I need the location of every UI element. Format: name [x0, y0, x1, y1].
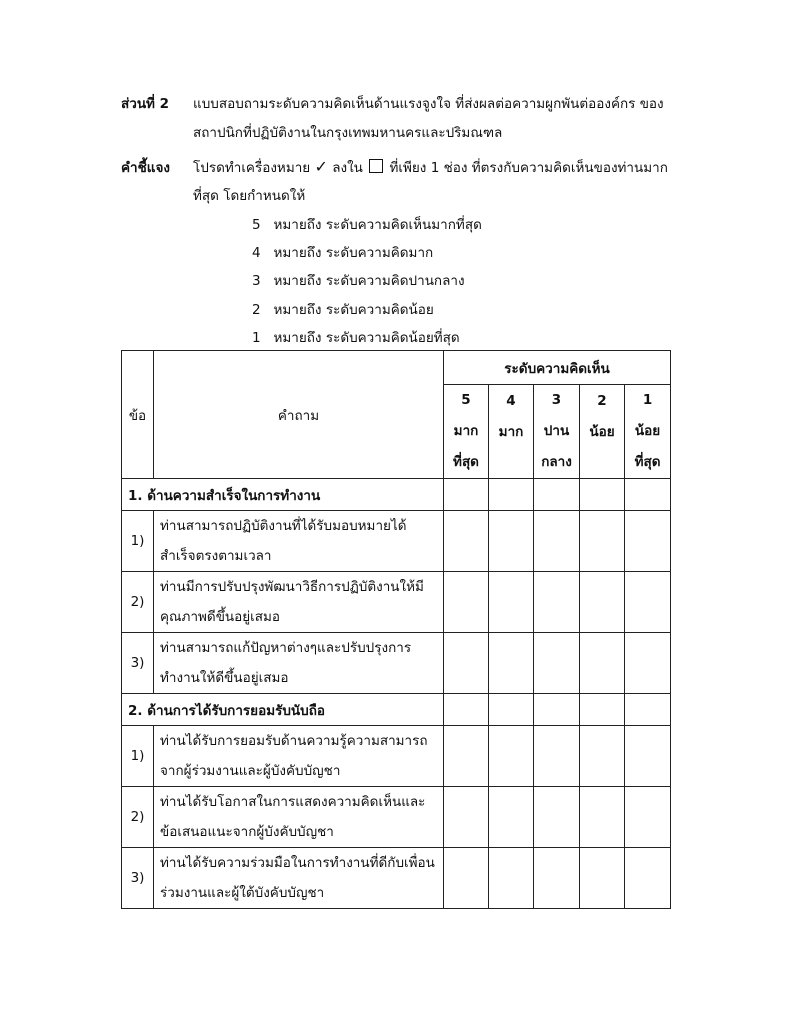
scale-header-2	[580, 385, 625, 479]
scale-label-line2: ที่สุด	[453, 454, 479, 470]
rating-cell-5[interactable]	[444, 726, 489, 787]
rating-cell-1[interactable]	[625, 572, 671, 633]
rating-cell-5[interactable]	[444, 572, 489, 633]
rating-cell-3[interactable]	[534, 572, 580, 633]
header-question: คำถาม	[154, 351, 444, 479]
rating-cell-3[interactable]	[534, 848, 580, 909]
scale-header-4	[489, 385, 534, 479]
scale-number: 3	[551, 392, 562, 408]
legend-text: หมายถึง ระดับความคิดมาก	[273, 245, 434, 261]
question-line1: ท่านสามารถแก้ปัญหาต่างๆและปรับปรุงการ	[160, 640, 412, 656]
question-line2: ร่วมงานและผู้ใต้บังคับบัญชา	[160, 885, 325, 901]
section-row	[122, 479, 671, 511]
question-text	[154, 633, 444, 694]
section-row	[122, 694, 671, 726]
rating-cell-1[interactable]	[625, 633, 671, 694]
checkbox-square-icon	[369, 159, 383, 173]
scale-header-3	[534, 385, 580, 479]
instruction-text-a: โปรดทำเครื่องหมาย	[193, 160, 311, 176]
rating-cell-2[interactable]	[580, 726, 625, 787]
question-number: 2)	[122, 572, 154, 633]
legend-item	[252, 326, 460, 348]
rating-cell-5[interactable]	[444, 694, 489, 726]
scale-header-1	[625, 385, 671, 479]
rating-cell-3[interactable]	[534, 479, 580, 511]
rating-cell-4[interactable]	[489, 787, 534, 848]
question-row	[122, 633, 671, 694]
part-description-line2: สถาปนิกที่ปฏิบัติงานในกรุงเทพมหานครและปริมณฑล	[193, 125, 503, 141]
legend-item	[252, 298, 434, 320]
rating-cell-5[interactable]	[444, 479, 489, 511]
question-line2: ทำงานให้ดีขึ้นอยู่เสมอ	[160, 670, 289, 686]
legend-text: หมายถึง ระดับความคิดปานกลาง	[273, 273, 465, 289]
question-text	[154, 511, 444, 572]
rating-cell-1[interactable]	[625, 848, 671, 909]
question-number: 3)	[122, 848, 154, 909]
section-title: 1. ด้านความสำเร็จในการทำงาน	[122, 479, 444, 511]
legend-item	[252, 269, 465, 291]
scale-number: 5	[461, 392, 471, 408]
rating-cell-3[interactable]	[534, 787, 580, 848]
rating-cell-1[interactable]	[625, 726, 671, 787]
legend-number: 1	[252, 330, 261, 346]
scale-number: 4	[506, 393, 516, 409]
legend-number: 2	[252, 302, 261, 318]
rating-cell-2[interactable]	[580, 787, 625, 848]
part-label: ส่วนที่ 2	[121, 96, 170, 112]
section-title: 2. ด้านการได้รับการยอมรับนับถือ	[122, 694, 444, 726]
question-row	[122, 787, 671, 848]
legend-text: หมายถึง ระดับความคิดน้อยที่สุด	[273, 330, 460, 346]
rating-cell-4[interactable]	[489, 633, 534, 694]
rating-cell-4[interactable]	[489, 572, 534, 633]
question-number: 1)	[122, 726, 154, 787]
question-line1: ท่านสามารถปฏิบัติงานที่ได้รับมอบหมายได้	[160, 518, 407, 534]
question-line2: จากผู้ร่วมงานและผู้บังคับบัญชา	[160, 763, 341, 779]
instruction-text-c: ที่เพียง 1 ช่อง ที่ตรงกับความคิดเห็นของท่านมาก	[389, 160, 668, 176]
scale-label-line2: ที่สุด	[634, 454, 661, 470]
legend-number: 4	[252, 245, 261, 261]
header-opinion-level: ระดับความคิดเห็น	[444, 351, 671, 385]
rating-cell-1[interactable]	[625, 511, 671, 572]
instruction-line2: ที่สุด โดยกำหนดให้	[193, 188, 306, 204]
rating-cell-3[interactable]	[534, 633, 580, 694]
legend-number: 5	[252, 217, 261, 233]
question-number: 3)	[122, 633, 154, 694]
legend-number: 3	[252, 273, 261, 289]
question-line1: ท่านมีการปรับปรุงพัฒนาวิธีการปฏิบัติงานให้มี	[160, 579, 424, 595]
rating-cell-1[interactable]	[625, 479, 671, 511]
question-text	[154, 787, 444, 848]
instruction-label: คำชี้แจง	[121, 160, 170, 176]
scale-label-line1: น้อย	[634, 423, 661, 439]
rating-cell-4[interactable]	[489, 726, 534, 787]
question-text	[154, 572, 444, 633]
scale-label-line2: กลาง	[541, 454, 572, 470]
header-item-no: ข้อ	[122, 351, 154, 479]
question-number: 1)	[122, 511, 154, 572]
rating-cell-3[interactable]	[534, 511, 580, 572]
scale-label-line1: ปาน	[543, 423, 570, 439]
part-description-line1: แบบสอบถามระดับความคิดเห็นด้านแรงจูงใจ ที่ส่งผลต่อความผูกพันต่อองค์กร ของ	[193, 96, 664, 112]
rating-cell-4[interactable]	[489, 511, 534, 572]
rating-cell-2[interactable]	[580, 848, 625, 909]
rating-cell-1[interactable]	[625, 787, 671, 848]
scale-label-line1: มาก	[498, 424, 524, 440]
question-row	[122, 511, 671, 572]
rating-cell-3[interactable]	[534, 726, 580, 787]
question-text	[154, 726, 444, 787]
rating-cell-2[interactable]	[580, 511, 625, 572]
question-row	[122, 848, 671, 909]
rating-cell-5[interactable]	[444, 633, 489, 694]
question-line1: ท่านได้รับโอกาสในการแสดงความคิดเห็นและ	[160, 794, 426, 810]
rating-cell-4[interactable]	[489, 479, 534, 511]
rating-cell-4[interactable]	[489, 848, 534, 909]
rating-cell-4[interactable]	[489, 694, 534, 726]
rating-cell-2[interactable]	[580, 694, 625, 726]
scale-label-line1: น้อย	[589, 424, 615, 440]
scale-number: 1	[642, 392, 653, 408]
rating-cell-5[interactable]	[444, 511, 489, 572]
scale-label-line1: มาก	[453, 423, 479, 439]
rating-cell-5[interactable]	[444, 848, 489, 909]
question-line1: ท่านได้รับความร่วมมือในการทำงานที่ดีกับเพื่อน	[160, 855, 435, 871]
legend-item	[252, 213, 482, 235]
question-line2: สำเร็จตรงตามเวลา	[160, 548, 272, 564]
scale-header-5	[444, 385, 489, 479]
question-line1: ท่านได้รับการยอมรับด้านความรู้ความสามารถ	[160, 733, 428, 749]
legend-item	[252, 241, 433, 263]
rating-cell-1[interactable]	[625, 694, 671, 726]
rating-cell-3[interactable]	[534, 694, 580, 726]
question-text	[154, 848, 444, 909]
question-line2: คุณภาพดีขึ้นอยู่เสมอ	[160, 609, 281, 625]
rating-cell-5[interactable]	[444, 787, 489, 848]
rating-cell-2[interactable]	[580, 479, 625, 511]
question-row	[122, 572, 671, 633]
instruction-line1	[193, 156, 668, 178]
question-row	[122, 726, 671, 787]
survey-table	[121, 350, 671, 909]
check-mark-icon: ✓	[314, 157, 328, 176]
instruction-text-b: ลงใน	[332, 160, 363, 176]
question-number: 2)	[122, 787, 154, 848]
rating-cell-2[interactable]	[580, 572, 625, 633]
legend-text: หมายถึง ระดับความคิดเห็นมากที่สุด	[273, 217, 482, 233]
scale-number: 2	[597, 393, 607, 409]
legend-text: หมายถึง ระดับความคิดน้อย	[273, 302, 434, 318]
rating-cell-2[interactable]	[580, 633, 625, 694]
question-line2: ข้อเสนอแนะจากผู้บังคับบัญชา	[160, 824, 334, 840]
